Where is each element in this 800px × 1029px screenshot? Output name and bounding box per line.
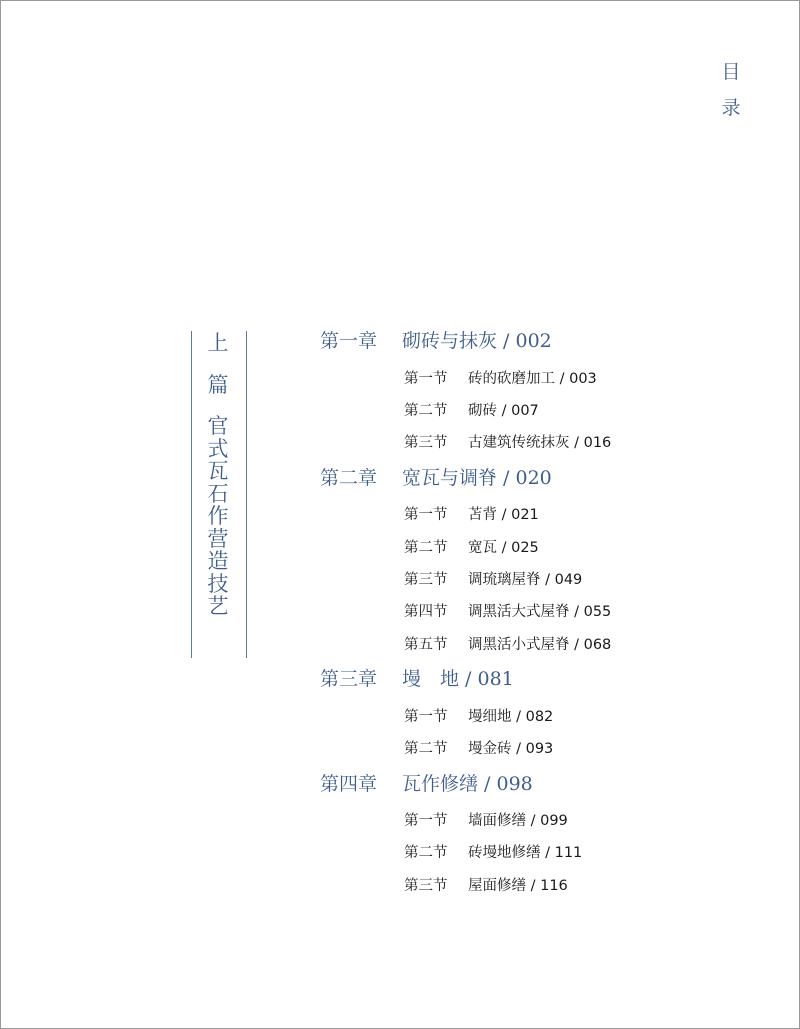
part-title-char: 技 <box>207 571 229 596</box>
part-title-char: 瓦 <box>207 459 229 483</box>
chapter-number: 第四章 <box>320 773 378 795</box>
toc-section[interactable] <box>404 602 611 622</box>
part-left-rule <box>191 331 192 658</box>
toc-section[interactable] <box>404 707 553 727</box>
section-number: 第四节 <box>404 604 448 620</box>
section-title: 调黑活大式屋脊 / 055 <box>468 604 612 620</box>
section-number: 第一节 <box>404 709 448 725</box>
toc-section[interactable] <box>404 401 539 421</box>
chapter-title: 墁 地 / 081 <box>402 668 514 690</box>
section-title: 调黑活小式屋脊 / 068 <box>468 637 612 653</box>
toc-section[interactable] <box>404 570 582 590</box>
part-title-char: 式 <box>207 436 229 461</box>
section-number: 第三节 <box>404 435 448 451</box>
toc-section[interactable] <box>404 538 539 558</box>
part-title-char: 官 <box>207 414 229 438</box>
toc-chapter[interactable] <box>320 667 514 691</box>
section-number: 第二节 <box>404 403 448 419</box>
section-title: 调琉璃屋脊 / 049 <box>468 572 583 588</box>
section-title: 墙面修缮 / 099 <box>468 813 568 829</box>
section-title: 古建筑传统抹灰 / 016 <box>468 435 612 451</box>
chapter-number: 第一章 <box>320 330 378 352</box>
part-title-char: 营 <box>207 526 229 551</box>
section-number: 第五节 <box>404 637 448 653</box>
part-label-char: 上 <box>207 331 229 355</box>
toc-chapter[interactable] <box>320 329 552 353</box>
chapter-number: 第三章 <box>320 668 378 690</box>
section-title: 墁金砖 / 093 <box>468 741 554 757</box>
toc-section[interactable] <box>404 505 539 525</box>
toc-section[interactable] <box>404 811 568 831</box>
toc-section[interactable] <box>404 635 611 655</box>
part-right-rule <box>246 331 247 658</box>
chapter-title: 砌砖与抹灰 / 002 <box>402 330 552 352</box>
toc-chapter[interactable] <box>320 466 552 490</box>
part-label-char: 篇 <box>207 372 229 397</box>
section-title: 砖墁地修缮 / 111 <box>468 845 583 861</box>
section-title: 苫背 / 021 <box>468 507 539 523</box>
section-number: 第三节 <box>404 878 448 894</box>
section-number: 第一节 <box>404 813 448 829</box>
section-number: 第二节 <box>404 845 448 861</box>
section-number: 第三节 <box>404 572 448 588</box>
part-title-char: 作 <box>207 504 229 528</box>
section-title: 砖的砍磨加工 / 003 <box>468 371 597 387</box>
section-title: 屋面修缮 / 116 <box>468 878 568 894</box>
toc-section[interactable] <box>404 369 597 389</box>
section-number: 第一节 <box>404 371 448 387</box>
section-number: 第二节 <box>404 741 448 757</box>
page-title-char-1: 目 <box>721 61 741 83</box>
section-title: 墁细地 / 082 <box>468 709 554 725</box>
toc-section[interactable] <box>404 739 553 759</box>
chapter-title: 瓦作修缮 / 098 <box>402 773 533 795</box>
toc-section[interactable] <box>404 433 611 453</box>
chapter-title: 宽瓦与调脊 / 020 <box>402 467 552 489</box>
part-heading <box>196 332 240 618</box>
chapter-number: 第二章 <box>320 467 378 489</box>
page-title-char-2: 录 <box>721 97 741 119</box>
section-number: 第一节 <box>404 507 448 523</box>
section-title: 砌砖 / 007 <box>468 403 539 419</box>
part-title-char: 造 <box>207 549 229 573</box>
part-title-char: 艺 <box>207 594 229 618</box>
toc-chapter[interactable] <box>320 772 533 796</box>
part-title-char: 石 <box>207 481 229 506</box>
toc-section[interactable] <box>404 843 582 863</box>
section-number: 第二节 <box>404 540 448 556</box>
toc-section[interactable] <box>404 876 568 896</box>
section-title: 宽瓦 / 025 <box>468 540 539 556</box>
